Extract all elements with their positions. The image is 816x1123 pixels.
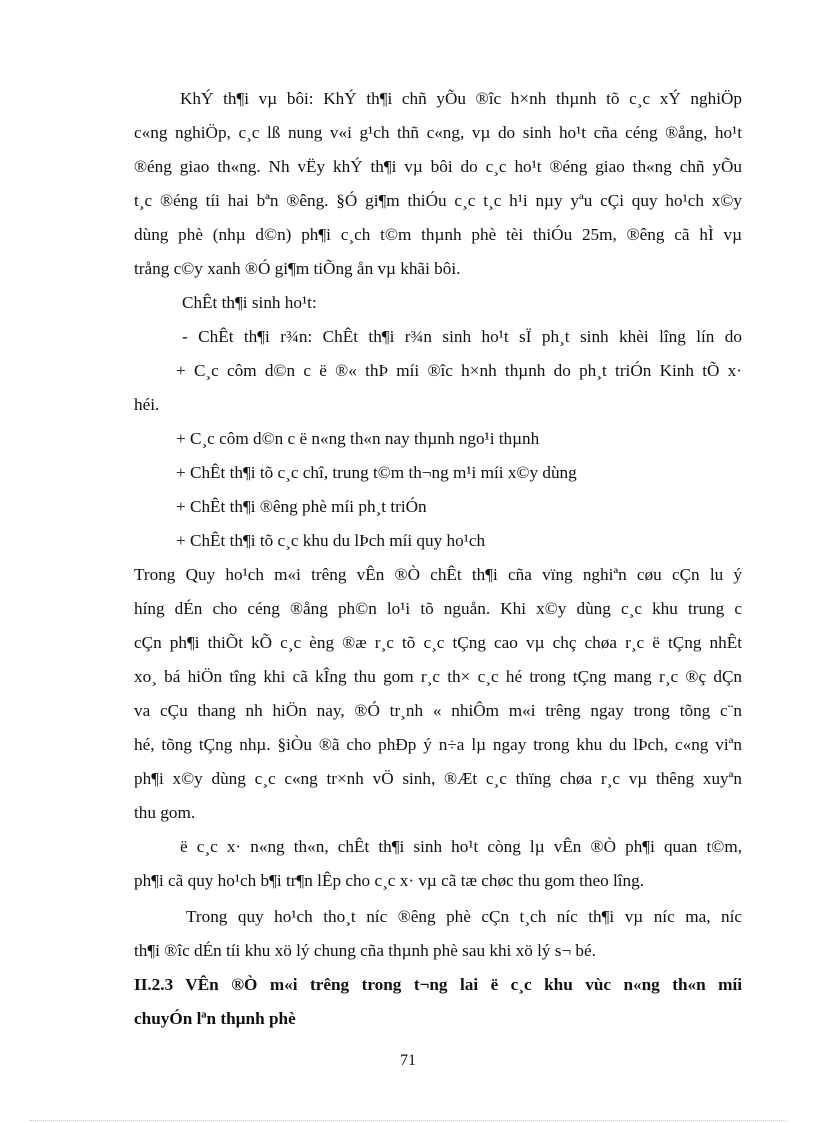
list-item: + C¸c côm d©n c ë n«ng th«n nay thµnh ngo¹i thµnh [176,429,540,448]
section-title: II.2.3 VÊn ®Ò m«i trêng trong t¬ng lai ë c¸c khu vùc n«ng th«n míi [134,975,742,994]
paragraph-line: cÇn ph¶i thiÕt kÕ c¸c èng ®æ r¸c tõ c¸c tÇng cao vµ chç chøa r¸c ë tÇng nhÊt [134,633,742,652]
paragraph-line: ph¶i x©y dùng c¸c c«ng tr×nh vÖ sinh, ®Æt c¸c thïng chøa r¸c vµ thêng xuyªn [134,769,742,788]
paragraph-line: xo¸ bá hiÖn tîng khi cã kÎng thu gom r¸c th× c¸c hé trong tÇng mang r¸c ®ç dÇn [134,667,742,686]
list-item: + C¸c côm d©n c ë ®« thÞ míi ®îc h×nh thµnh do ph¸t triÓn Kinh tÕ x· [176,361,742,380]
list-item: + ChÊt th¶i tõ c¸c khu du lÞch míi quy ho¹ch [176,531,486,550]
paragraph-line: t¸c ®éng tíi hai bªn ®êng. §Ó gi¶m thiÓu c¸c t¸c h¹i nµy yªu cÇi quy ho¹ch x©y [134,191,742,210]
paragraph-line: - ChÊt th¶i r¾n: ChÊt th¶i r¾n sinh ho¹t sÏ ph¸t sinh khèi lîng lín do [182,327,742,346]
paragraph-line: ph¶i cã quy ho¹ch b¶i tr¶n lÊp cho c¸c x· vµ cã tæ chøc thu gom theo lîng. [134,871,645,890]
list-item: + ChÊt th¶i tõ c¸c chî, trung t©m th¬ng m¹i míi x©y dùng [176,463,577,482]
paragraph-line: c«ng nghiÖp, c¸c lß nung v«i g¹ch thñ c«ng, vµ do sinh ho¹t cña céng ®ång, ho¹t [134,123,742,142]
paragraph-line: va cÇu thang nh hiÖn nay, ®Ó tr¸nh « nhiÔm m«i trêng ngay trong tõng c¨n [134,701,742,720]
paragraph-line: hé, tõng tÇng nhµ. §iÒu ®ã cho phÐp ý n÷a lµ ngay trong khu du lÞch, c«ng viªn [134,735,742,754]
list-item-continuation: héi. [134,395,160,414]
paragraph-line: dùng phè (nhµ d©n) ph¶i c¸ch t©m thµnh phè tèi thiÓu 25m, ®êng cã hÌ vµ [134,225,742,244]
paragraph-line: thu gom. [134,803,196,822]
list-item: + ChÊt th¶i ®êng phè míi ph¸t triÓn [176,497,427,516]
section-title: chuyÓn lªn thµnh phè [134,1009,296,1028]
paragraph-line: KhÝ th¶i vµ bôi: KhÝ th¶i chñ yÕu ®îc h×nh thµnh tõ c¸c xÝ nghiÖp [180,89,742,108]
paragraph-line: ë c¸c x· n«ng th«n, chÊt th¶i sinh ho¹t còng lµ vÊn ®Ò ph¶i quan t©m, [180,837,742,856]
paragraph-line: ®éng giao th«ng. Nh vËy khÝ th¶i vµ bôi do c¸c ho¹t ®éng giao th«ng chñ yÕu [134,157,742,176]
section-heading: ChÊt th¶i sinh ho¹t: [182,293,317,312]
paragraph-line: trång c©y xanh ®Ó gi¶m tiÕng ån vµ khãi bôi. [134,259,461,278]
paragraph-line: Trong Quy ho¹ch m«i trêng vÊn ®Ò chÊt th¶i cña vïng nghiªn cøu cÇn lu ý [134,565,742,584]
paragraph-line: th¶i ®îc dÉn tíi khu xö lý chung cña thµnh phè sau khi xö lý s¬ bé. [134,941,596,960]
paragraph-line: híng dÉn cho céng ®ång ph©n lo¹i tõ nguån. Khi x©y dùng c¸c khu trung c [134,599,742,618]
page-number: 71 [400,1052,416,1069]
footer-divider [30,1120,786,1121]
paragraph-line: Trong quy ho¹ch tho¸t níc ®êng phè cÇn t¸ch níc th¶i vµ níc ma, níc [186,907,742,926]
